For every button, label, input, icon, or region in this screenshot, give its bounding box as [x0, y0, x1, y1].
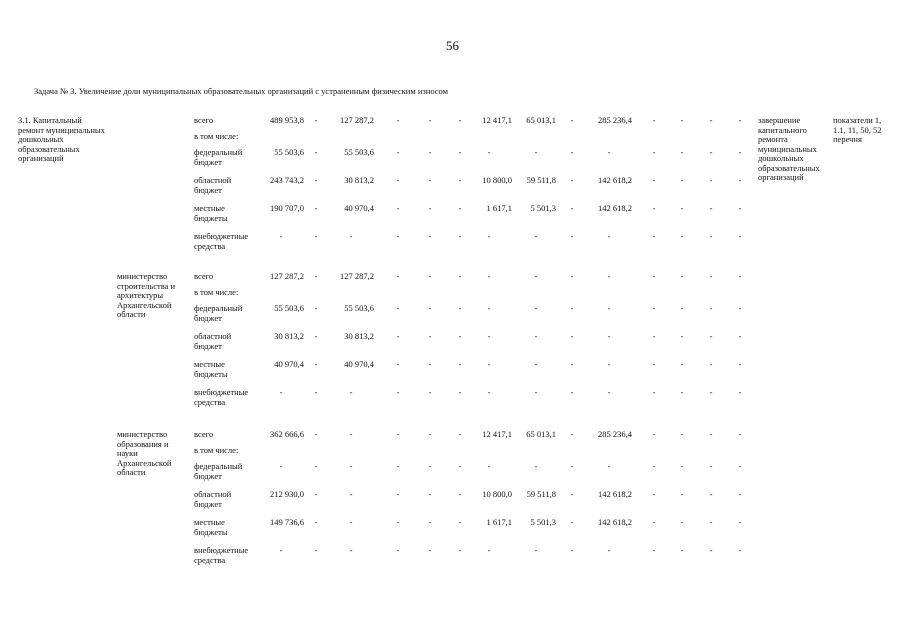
- table-cell: 30 813,2: [344, 331, 374, 341]
- table-cell: -: [738, 545, 742, 555]
- table-cell: -: [607, 147, 611, 157]
- table-cell: 362 666,6: [270, 429, 304, 439]
- table-cell: 142 618,2: [598, 203, 632, 213]
- table-cell: -: [428, 147, 432, 157]
- table-cell: -: [570, 489, 574, 499]
- table-cell: -: [396, 147, 400, 157]
- row-label: местные бюджеты: [194, 203, 228, 223]
- table-cell: -: [607, 303, 611, 313]
- table-cell: -: [607, 271, 611, 281]
- table-cell: -: [349, 387, 353, 397]
- table-cell: -: [458, 429, 462, 439]
- table-cell: -: [652, 203, 656, 213]
- table-cell: -: [680, 175, 684, 185]
- row-label: внебюджетные средства: [194, 231, 249, 251]
- table-cell: -: [738, 517, 742, 527]
- table-cell: 65 013,1: [526, 115, 556, 125]
- table-cell: -: [314, 461, 318, 471]
- table-cell: -: [709, 115, 713, 125]
- table-cell: -: [396, 175, 400, 185]
- table-cell: -: [396, 517, 400, 527]
- table-cell: -: [314, 429, 318, 439]
- table-cell: -: [396, 303, 400, 313]
- row-label: в том числе:: [194, 445, 239, 455]
- table-cell: -: [279, 231, 283, 241]
- table-cell: -: [314, 231, 318, 241]
- table-cell: -: [428, 231, 432, 241]
- table-cell: -: [458, 359, 462, 369]
- table-cell: -: [680, 271, 684, 281]
- table-cell: -: [458, 175, 462, 185]
- table-cell: 190 707,0: [270, 203, 304, 213]
- table-cell: 10 800,0: [482, 175, 512, 185]
- table-cell: -: [396, 331, 400, 341]
- table-cell: -: [396, 545, 400, 555]
- table-cell: -: [396, 271, 400, 281]
- executor-label: министерство образования и науки Архангельской области: [117, 429, 172, 477]
- table-cell: -: [534, 331, 538, 341]
- table-cell: -: [396, 359, 400, 369]
- table-cell: -: [428, 115, 432, 125]
- table-cell: -: [570, 359, 574, 369]
- table-cell: -: [652, 461, 656, 471]
- table-cell: -: [709, 203, 713, 213]
- table-cell: -: [534, 271, 538, 281]
- row-label: всего: [194, 271, 214, 281]
- table-cell: -: [428, 489, 432, 499]
- table-cell: 127 287,2: [340, 271, 374, 281]
- table-cell: -: [738, 429, 742, 439]
- table-cell: -: [428, 387, 432, 397]
- table-cell: -: [709, 175, 713, 185]
- table-cell: -: [487, 359, 491, 369]
- table-cell: -: [428, 461, 432, 471]
- table-cell: -: [709, 359, 713, 369]
- table-cell: -: [487, 461, 491, 471]
- table-cell: -: [652, 303, 656, 313]
- table-cell: -: [709, 545, 713, 555]
- table-cell: -: [458, 489, 462, 499]
- table-cell: -: [738, 231, 742, 241]
- table-cell: 212 930,0: [270, 489, 304, 499]
- table-cell: -: [428, 545, 432, 555]
- row-label: внебюджетные средства: [194, 545, 249, 565]
- table-cell: -: [487, 331, 491, 341]
- table-cell: -: [534, 359, 538, 369]
- row-label: федеральный бюджет: [194, 147, 243, 167]
- item-result: завершение капитального ремонта муниципальных дошкольных образовательных организаций: [758, 115, 820, 182]
- table-cell: -: [458, 387, 462, 397]
- table-cell: -: [570, 203, 574, 213]
- table-cell: -: [458, 303, 462, 313]
- table-cell: -: [709, 387, 713, 397]
- table-cell: -: [396, 461, 400, 471]
- table-cell: -: [570, 387, 574, 397]
- table-cell: -: [458, 115, 462, 125]
- row-label: федеральный бюджет: [194, 461, 243, 481]
- table-cell: -: [487, 147, 491, 157]
- table-cell: 30 813,2: [344, 175, 374, 185]
- table-cell: -: [396, 231, 400, 241]
- table-cell: -: [314, 331, 318, 341]
- table-cell: -: [709, 461, 713, 471]
- table-cell: 243 743,2: [270, 175, 304, 185]
- item-name: 3.1. Капитальный ремонт муниципальных дошкольных образовательных организаций: [18, 115, 105, 163]
- table-cell: -: [680, 387, 684, 397]
- table-cell: 149 736,6: [270, 517, 304, 527]
- table-cell: -: [680, 303, 684, 313]
- table-cell: -: [570, 303, 574, 313]
- table-cell: -: [652, 429, 656, 439]
- table-cell: -: [487, 231, 491, 241]
- table-cell: -: [458, 517, 462, 527]
- table-cell: -: [680, 115, 684, 125]
- table-cell: 65 013,1: [526, 429, 556, 439]
- task-title: Задача № 3. Увеличение доли муниципальных образовательных организаций с устраненным физическим износом: [34, 86, 449, 96]
- table-cell: -: [396, 429, 400, 439]
- table-cell: -: [652, 331, 656, 341]
- table-cell: -: [428, 303, 432, 313]
- table-cell: 142 618,2: [598, 489, 632, 499]
- table-cell: -: [570, 147, 574, 157]
- table-cell: -: [652, 175, 656, 185]
- table-cell: -: [534, 387, 538, 397]
- table-cell: -: [607, 545, 611, 555]
- row-label: в том числе:: [194, 287, 239, 297]
- table-cell: -: [349, 429, 353, 439]
- table-cell: -: [709, 147, 713, 157]
- table-cell: 12 417,1: [482, 115, 512, 125]
- table-cell: 1 617,1: [486, 517, 512, 527]
- table-cell: -: [570, 231, 574, 241]
- table-cell: -: [534, 461, 538, 471]
- table-cell: -: [570, 115, 574, 125]
- table-cell: -: [279, 387, 283, 397]
- table-cell: -: [570, 175, 574, 185]
- table-cell: -: [428, 203, 432, 213]
- table-cell: -: [607, 461, 611, 471]
- table-cell: -: [680, 331, 684, 341]
- row-label: внебюджетные средства: [194, 387, 249, 407]
- table-cell: -: [709, 331, 713, 341]
- table-cell: -: [279, 545, 283, 555]
- table-cell: 30 813,2: [274, 331, 304, 341]
- table-cell: -: [709, 303, 713, 313]
- table-cell: 285 236,4: [598, 115, 632, 125]
- table-cell: -: [738, 175, 742, 185]
- table-cell: -: [458, 545, 462, 555]
- table-cell: -: [314, 115, 318, 125]
- table-cell: 40 970,4: [344, 203, 374, 213]
- table-cell: 10 800,0: [482, 489, 512, 499]
- table-cell: -: [738, 115, 742, 125]
- table-cell: -: [314, 271, 318, 281]
- table-cell: -: [680, 489, 684, 499]
- table-cell: -: [314, 203, 318, 213]
- table-cell: 55 503,6: [274, 147, 304, 157]
- table-cell: -: [709, 517, 713, 527]
- table-cell: 127 287,2: [270, 271, 304, 281]
- item-indicator: показатели 1, 1.1, 11, 50, 52 перечня: [833, 115, 882, 144]
- table-cell: -: [680, 147, 684, 157]
- table-cell: -: [428, 517, 432, 527]
- table-cell: -: [279, 461, 283, 471]
- table-cell: 55 503,6: [344, 147, 374, 157]
- table-cell: -: [709, 271, 713, 281]
- table-cell: -: [458, 147, 462, 157]
- table-cell: -: [680, 359, 684, 369]
- row-label: областной бюджет: [194, 331, 232, 351]
- table-cell: -: [680, 429, 684, 439]
- row-label: областной бюджет: [194, 489, 232, 509]
- table-cell: -: [652, 271, 656, 281]
- table-cell: 1 617,1: [486, 203, 512, 213]
- table-cell: -: [458, 461, 462, 471]
- table-cell: -: [396, 115, 400, 125]
- table-cell: -: [652, 115, 656, 125]
- table-cell: -: [396, 203, 400, 213]
- table-cell: 489 953,8: [270, 115, 304, 125]
- table-cell: -: [487, 387, 491, 397]
- table-cell: -: [534, 303, 538, 313]
- table-cell: -: [738, 359, 742, 369]
- table-cell: -: [709, 429, 713, 439]
- table-cell: -: [314, 387, 318, 397]
- row-label: местные бюджеты: [194, 517, 228, 537]
- table-cell: -: [607, 387, 611, 397]
- table-cell: 40 970,4: [344, 359, 374, 369]
- table-cell: 59 511,8: [526, 175, 556, 185]
- table-cell: -: [458, 271, 462, 281]
- table-cell: -: [349, 461, 353, 471]
- executor-label: министерство строительства и архитектуры Архангельской области: [117, 271, 176, 319]
- table-cell: -: [534, 147, 538, 157]
- table-cell: 127 287,2: [340, 115, 374, 125]
- table-cell: -: [487, 303, 491, 313]
- table-cell: -: [458, 203, 462, 213]
- table-cell: -: [680, 517, 684, 527]
- table-cell: 40 970,4: [274, 359, 304, 369]
- table-cell: -: [570, 429, 574, 439]
- table-cell: -: [738, 271, 742, 281]
- table-cell: -: [428, 271, 432, 281]
- table-cell: -: [738, 303, 742, 313]
- row-label: в том числе:: [194, 131, 239, 141]
- table-cell: -: [428, 359, 432, 369]
- table-cell: -: [314, 359, 318, 369]
- row-label: всего: [194, 429, 214, 439]
- row-label: федеральный бюджет: [194, 303, 243, 323]
- table-cell: -: [607, 331, 611, 341]
- table-cell: -: [314, 303, 318, 313]
- table-cell: -: [314, 147, 318, 157]
- table-cell: -: [680, 461, 684, 471]
- table-cell: -: [607, 231, 611, 241]
- table-cell: -: [396, 387, 400, 397]
- table-cell: -: [314, 517, 318, 527]
- table-cell: -: [570, 545, 574, 555]
- table-cell: 5 501,3: [530, 517, 556, 527]
- table-cell: -: [570, 331, 574, 341]
- table-cell: 55 503,6: [344, 303, 374, 313]
- table-cell: -: [652, 387, 656, 397]
- table-cell: -: [652, 545, 656, 555]
- table-cell: -: [349, 517, 353, 527]
- table-cell: -: [738, 203, 742, 213]
- table-cell: 5 501,3: [530, 203, 556, 213]
- table-cell: 285 236,4: [598, 429, 632, 439]
- table-cell: -: [652, 231, 656, 241]
- table-cell: -: [738, 387, 742, 397]
- table-cell: -: [314, 489, 318, 499]
- table-cell: -: [680, 231, 684, 241]
- table-cell: -: [570, 271, 574, 281]
- table-cell: 142 618,2: [598, 175, 632, 185]
- table-cell: -: [738, 461, 742, 471]
- table-cell: -: [349, 489, 353, 499]
- table-cell: -: [458, 331, 462, 341]
- table-cell: -: [396, 489, 400, 499]
- row-label: всего: [194, 115, 214, 125]
- table-cell: -: [349, 231, 353, 241]
- table-cell: -: [534, 545, 538, 555]
- table-cell: -: [709, 231, 713, 241]
- table-cell: -: [428, 429, 432, 439]
- table-cell: -: [680, 545, 684, 555]
- table-cell: 55 503,6: [274, 303, 304, 313]
- table-cell: -: [428, 331, 432, 341]
- table-cell: -: [314, 175, 318, 185]
- table-cell: -: [487, 545, 491, 555]
- table-cell: -: [652, 359, 656, 369]
- table-cell: -: [534, 231, 538, 241]
- table-cell: -: [680, 203, 684, 213]
- table-cell: -: [738, 147, 742, 157]
- table-cell: -: [652, 489, 656, 499]
- table-cell: -: [607, 359, 611, 369]
- row-label: местные бюджеты: [194, 359, 228, 379]
- table-cell: -: [428, 175, 432, 185]
- table-cell: -: [738, 489, 742, 499]
- page-number: 56: [446, 38, 459, 53]
- table-cell: -: [487, 271, 491, 281]
- table-cell: 12 417,1: [482, 429, 512, 439]
- table-cell: -: [570, 517, 574, 527]
- row-label: областной бюджет: [194, 175, 232, 195]
- table-cell: -: [349, 545, 353, 555]
- table-cell: -: [458, 231, 462, 241]
- table-cell: 59 511,8: [526, 489, 556, 499]
- table-cell: -: [652, 147, 656, 157]
- table-cell: -: [570, 461, 574, 471]
- table-cell: -: [709, 489, 713, 499]
- table-cell: -: [738, 331, 742, 341]
- table-cell: 142 618,2: [598, 517, 632, 527]
- table-cell: -: [652, 517, 656, 527]
- table-cell: -: [314, 545, 318, 555]
